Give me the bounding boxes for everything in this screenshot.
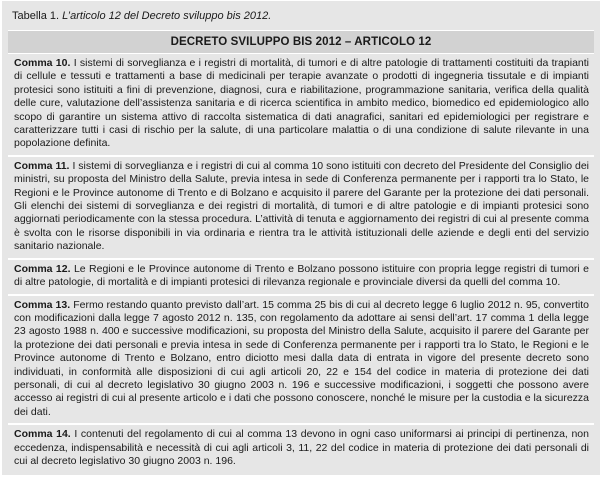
comma-12 (8, 260, 594, 294)
comma-text: Fermo restando quanto previsto dall’art. 15 comma 25 bis di cui al decreto legge 6 luglio 2012 n. 95, convertito con modificazioni dalla legge 7 agosto 2012 n. 135, con regolamento da adottare ai sensi dell’art. 17 comma 1 della legge 23 agosto 1988 n. 400 e successive modificazioni, su proposta del Ministro della Salute, acquisito il parere del Garante per la protezione dei dati personali e previa intesa in sede di Conferenza permanente per i rapporti tra lo Stato, le Regioni e le Province autonome di Trento e Bolzano, entro diciotto mesi dalla data di entrata in vigore del presente decreto sono individuati, in conformità alle disposizioni di cui agli articoli 20, 22 e 154 del codice in materia di protezione dei dati personali, di cui al decreto legislativo 30 giugno 2003 n. 196 e successive modificazioni, i soggetti che possono avere accesso ai registri di cui al presente articolo e i dati che possono conoscere, nonché le misure per la custodia e la sicurezza dei dati. (14, 298, 589, 418)
comma-text: I sistemi di sorveglianza e i registri di cui al comma 10 sono istituiti con decreto del Presidente del Consiglio dei ministri, su proposta del Ministro della Salute, previa intesa in sede di Conferenza permanente per i rapporti tra lo Stato, le Regioni e le Province autonome di Trento e di Bolzano e acquisito il parere del Garante per la protezione dei dati personali. Gli elenchi dei sistemi di sorveglianza e dei registri di mortalità, di tumori e di altre patologie e di impianti protesici sono aggiornati periodicamente con la stessa procedura. L’attività di tenuta e aggiornamento dei registri di cui al presente comma è svolta con le risorse disponibili in via ordinaria e rientra tra le attività istituzionali delle aziende e degli enti del servizio sanitario nazionale. (14, 159, 589, 253)
comma-10 (8, 54, 594, 155)
comma-13 (8, 296, 594, 424)
caption-text: L’articolo 12 del Decreto sviluppo bis 2012. (62, 10, 272, 22)
comma-label: Comma 10. (14, 57, 71, 69)
comma-text: Le Regioni e le Province autonome di Trento e Bolzano possono istituire con propria legge registri di tumori e di altre patologie, di mortalità e di impianti protesici di rilevanza regionale e provinciale diversi da quelli del comma 10. (14, 262, 589, 289)
comma-label: Comma 12. (14, 262, 71, 275)
table-title: DECRETO SVILUPPO BIS 2012 – ARTICOLO 12 (8, 30, 594, 54)
comma-11 (8, 157, 594, 258)
comma-14 (8, 425, 594, 472)
caption-label: Tabella 1. (12, 10, 60, 22)
document-page (2, 1, 600, 475)
comma-label: Comma 14. (14, 428, 71, 441)
comma-label: Comma 13. (14, 298, 71, 311)
table-caption (12, 9, 594, 23)
comma-label: Comma 11. (14, 159, 70, 172)
comma-text: I sistemi di sorveglianza e i registri di mortalità, di tumori e di altre patologie di trattamenti costituiti da trapianti di cellule e tessuti e trattamenti a base di medicinali per terapie avanzate o prodotti di ingegneria tissutale e di impianti protesici sono istituiti a fini di prevenzione, diagnosi, cura e riabilitazione, programmazione sanitaria, verifica della qualità delle cure, valutazione dell’assistenza sanitaria e di ricerca scientifica in ambito medico, biomedico ed epidemiologico allo scopo di garantire un sistema attivo di raccolta sistematica di dati anagrafici, sanitari ed epidemiologici per registrare e caratterizzare tutti i casi di rischio per la salute, di una particolare malattia o di una condizione di salute rilevante in una popolazione definita. (14, 57, 589, 150)
comma-text: I contenuti del regolamento di cui al comma 13 devono in ogni caso uniformarsi ai principi di pertinenza, non eccedenza, indispensabilità e necessità di cui agli articoli 3, 11, 22 del codice in materia di protezione dei dati personali di cui al decreto legislativo 30 giugno 2003 n. 196. (14, 428, 589, 467)
